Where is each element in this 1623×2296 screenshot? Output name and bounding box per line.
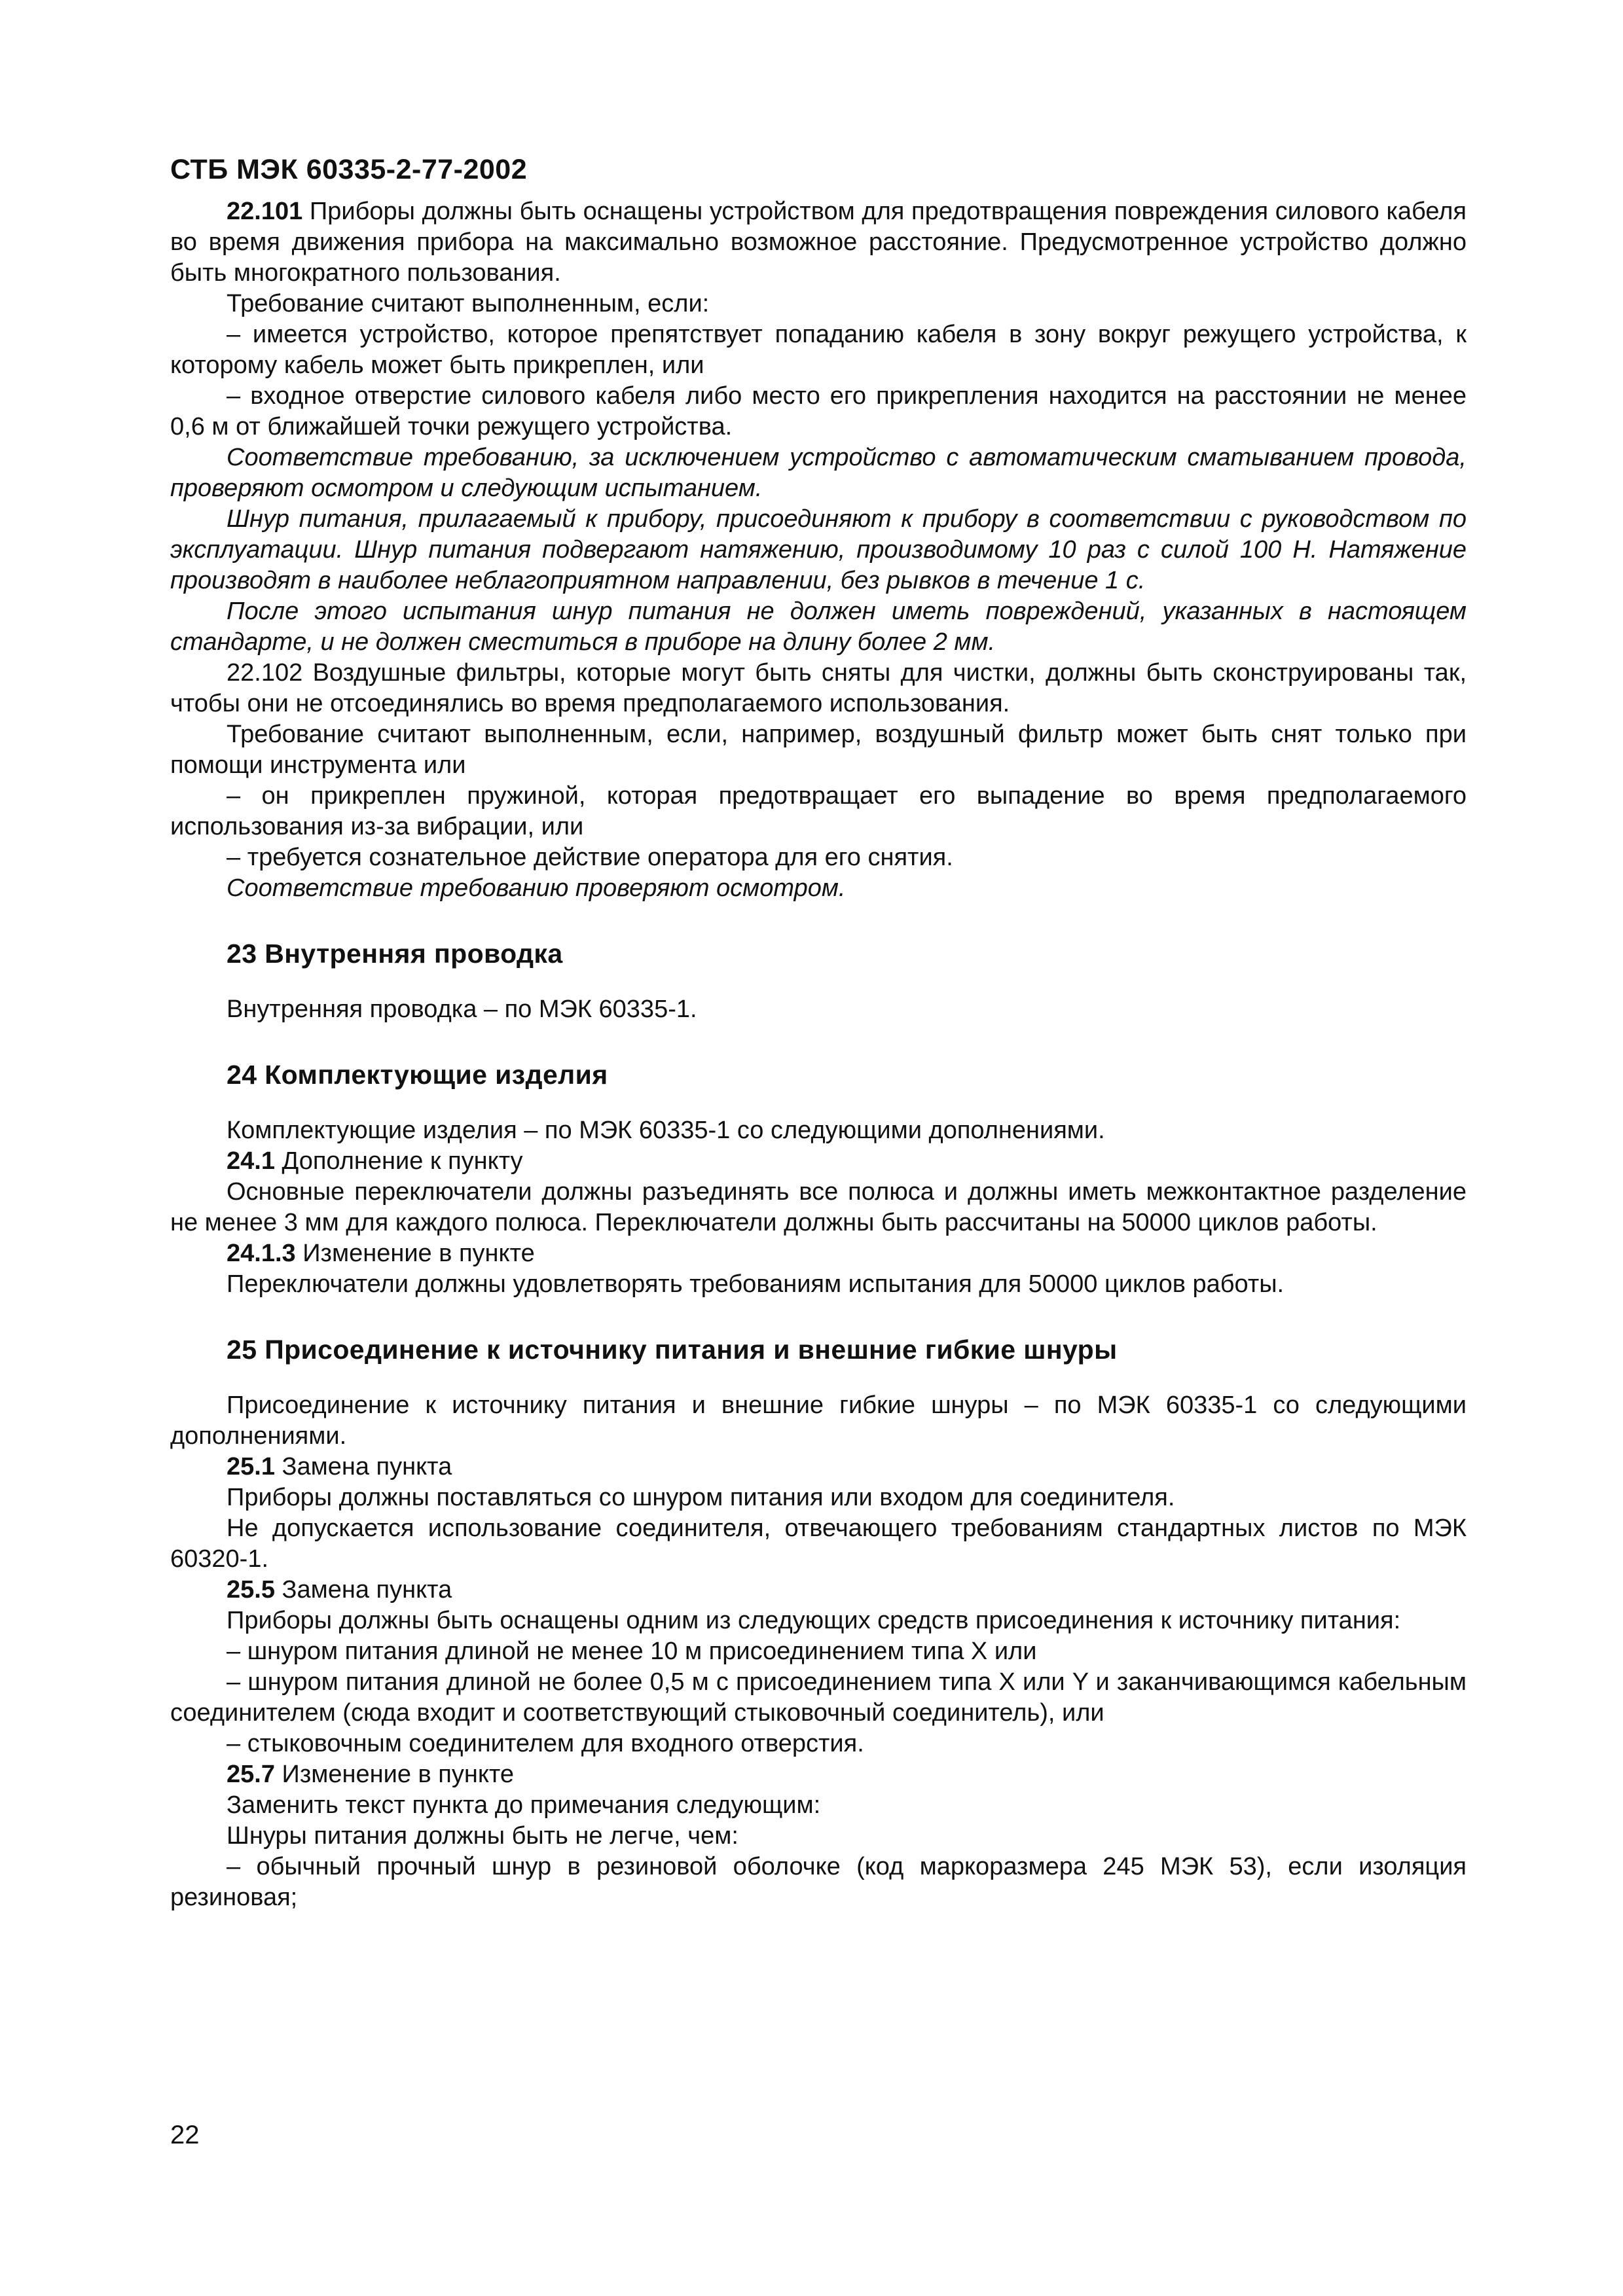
clause-text: Шнуры питания должны быть не легче, чем: — [227, 1822, 739, 1850]
list-item: – шнуром питания длиной не более 0,5 м с присоединением типа X или Y и заканчивающимся кабельным соединителем (сюда входит и соответствующий стыковочный соединитель), или — [170, 1668, 1467, 1727]
clause-25-5 — [170, 1575, 1467, 1605]
page-number: 22 — [170, 2121, 200, 2149]
list-item: – требуется сознательное действие оператора для его снятия. — [227, 844, 953, 871]
section-23-text: Внутренняя проводка – по МЭК 60335-1. — [227, 996, 697, 1023]
list-item: – шнуром питания длиной не менее 10 м присоединением типа X или — [227, 1638, 1037, 1665]
list-item: – стыковочным соединителем для входного отверстия. — [227, 1730, 864, 1757]
list-item: – обычный прочный шнур в резиновой оболочке (код маркоразмера 245 МЭК 53), если изоляция резиновая; — [170, 1853, 1467, 1911]
requirement-text: Требование считают выполненным, если, например, воздушный фильтр может быть снят только при помощи инструмента или — [170, 721, 1467, 779]
clause-text: Приборы должны быть оснащены устройством для предотвращения повреждения силового кабеля во время движения прибора на максимально возможное расстояние. Предусмотренное устройство должно быть многократного пользования. — [170, 198, 1467, 287]
test-result-text: После этого испытания шнур питания не должен иметь повреждений, указанных в настоящем стандарте, и не должен сместиться в приборе на длину более 2 мм. — [170, 598, 1467, 656]
compliance-text: Соответствие требованию проверяют осмотром. — [227, 874, 846, 902]
clause-text: Переключатели должны удовлетворять требованиям испытания для 50000 циклов работы. — [227, 1270, 1285, 1298]
clause-24-1-3 — [170, 1238, 1467, 1269]
clause-number: 25.5 — [227, 1576, 275, 1604]
clause-number: 22.101 — [227, 198, 303, 225]
clause-title: Замена пункта — [274, 1576, 452, 1604]
section-heading-25: 25 Присоединение к источнику питания и внешние гибкие шнуры — [227, 1335, 1118, 1365]
requirement-text: Требование считают выполненным, если: — [227, 290, 710, 317]
clause-text: Приборы должны быть оснащены одним из следующих средств присоединения к источнику питания: — [227, 1607, 1401, 1634]
test-procedure-text: Шнур питания, прилагаемый к прибору, присоединяют к прибору в соответствии с руководством по эксплуатации. Шнур питания подвергают натяжению, производимому 10 раз с силой 100 Н. Натяжение производят в наиболее неблагоприятном направлении, без рывков в течение 1 с. — [170, 505, 1467, 594]
clause-25-7 — [170, 1759, 1467, 1790]
section-25-intro: Присоединение к источнику питания и внешние гибкие шнуры – по МЭК 60335-1 со следующими дополнениями. — [170, 1391, 1467, 1450]
document-body — [170, 196, 1467, 1913]
clause-text: Не допускается использование соединителя, отвечающего требованиям стандартных листов по МЭК 60320-1. — [170, 1515, 1467, 1573]
clause-title: Дополнение к пункту — [274, 1147, 523, 1175]
clause-24-1 — [170, 1146, 1467, 1177]
clause-number: 25.1 — [227, 1453, 275, 1480]
clause-number: 24.1.3 — [227, 1240, 296, 1267]
section-heading-24: 24 Комплектующие изделия — [227, 1060, 608, 1090]
clause-number: 25.7 — [227, 1761, 275, 1788]
list-item: – имеется устройство, которое препятствует попаданию кабеля в зону вокруг режущего устройства, к которому кабель может быть прикреплен, или — [170, 321, 1467, 379]
clause-title: Изменение в пункте — [295, 1240, 535, 1267]
list-item: – входное отверстие силового кабеля либо место его прикрепления находится на расстоянии не менее 0,6 м от ближайшей точки режущего устройства. — [170, 382, 1467, 440]
clause-22-101 — [170, 196, 1467, 289]
section-heading-23: 23 Внутренняя проводка — [227, 939, 563, 969]
compliance-text: Соответствие требованию, за исключением устройство с автоматическим сматыванием провода, проверяют осмотром и следующим испытанием. — [170, 444, 1467, 502]
clause-25-1 — [170, 1452, 1467, 1482]
clause-text: Заменить текст пункта до примечания следующим: — [227, 1791, 821, 1819]
clause-22-102: 22.102 Воздушные фильтры, которые могут быть сняты для чистки, должны быть сконструированы так, чтобы они не отсоединялись во время предполагаемого использования. — [170, 659, 1467, 717]
document-header: СТБ МЭК 60335-2-77-2002 — [170, 154, 528, 185]
clause-title: Изменение в пункте — [274, 1761, 515, 1788]
clause-number: 24.1 — [227, 1147, 275, 1175]
list-item: – он прикреплен пружиной, которая предотвращает его выпадение во время предполагаемого использования из-за вибрации, или — [170, 782, 1467, 840]
clause-title: Замена пункта — [274, 1453, 452, 1480]
clause-text: Основные переключатели должны разъединять все полюса и должны иметь межконтактное разделение не менее 3 мм для каждого полюса. Переключатели должны быть рассчитаны на 50000 циклов работы. — [170, 1178, 1467, 1236]
section-24-intro: Комплектующие изделия – по МЭК 60335-1 со следующими дополнениями. — [227, 1117, 1105, 1144]
clause-text: Приборы должны поставляться со шнуром питания или входом для соединителя. — [227, 1484, 1175, 1511]
